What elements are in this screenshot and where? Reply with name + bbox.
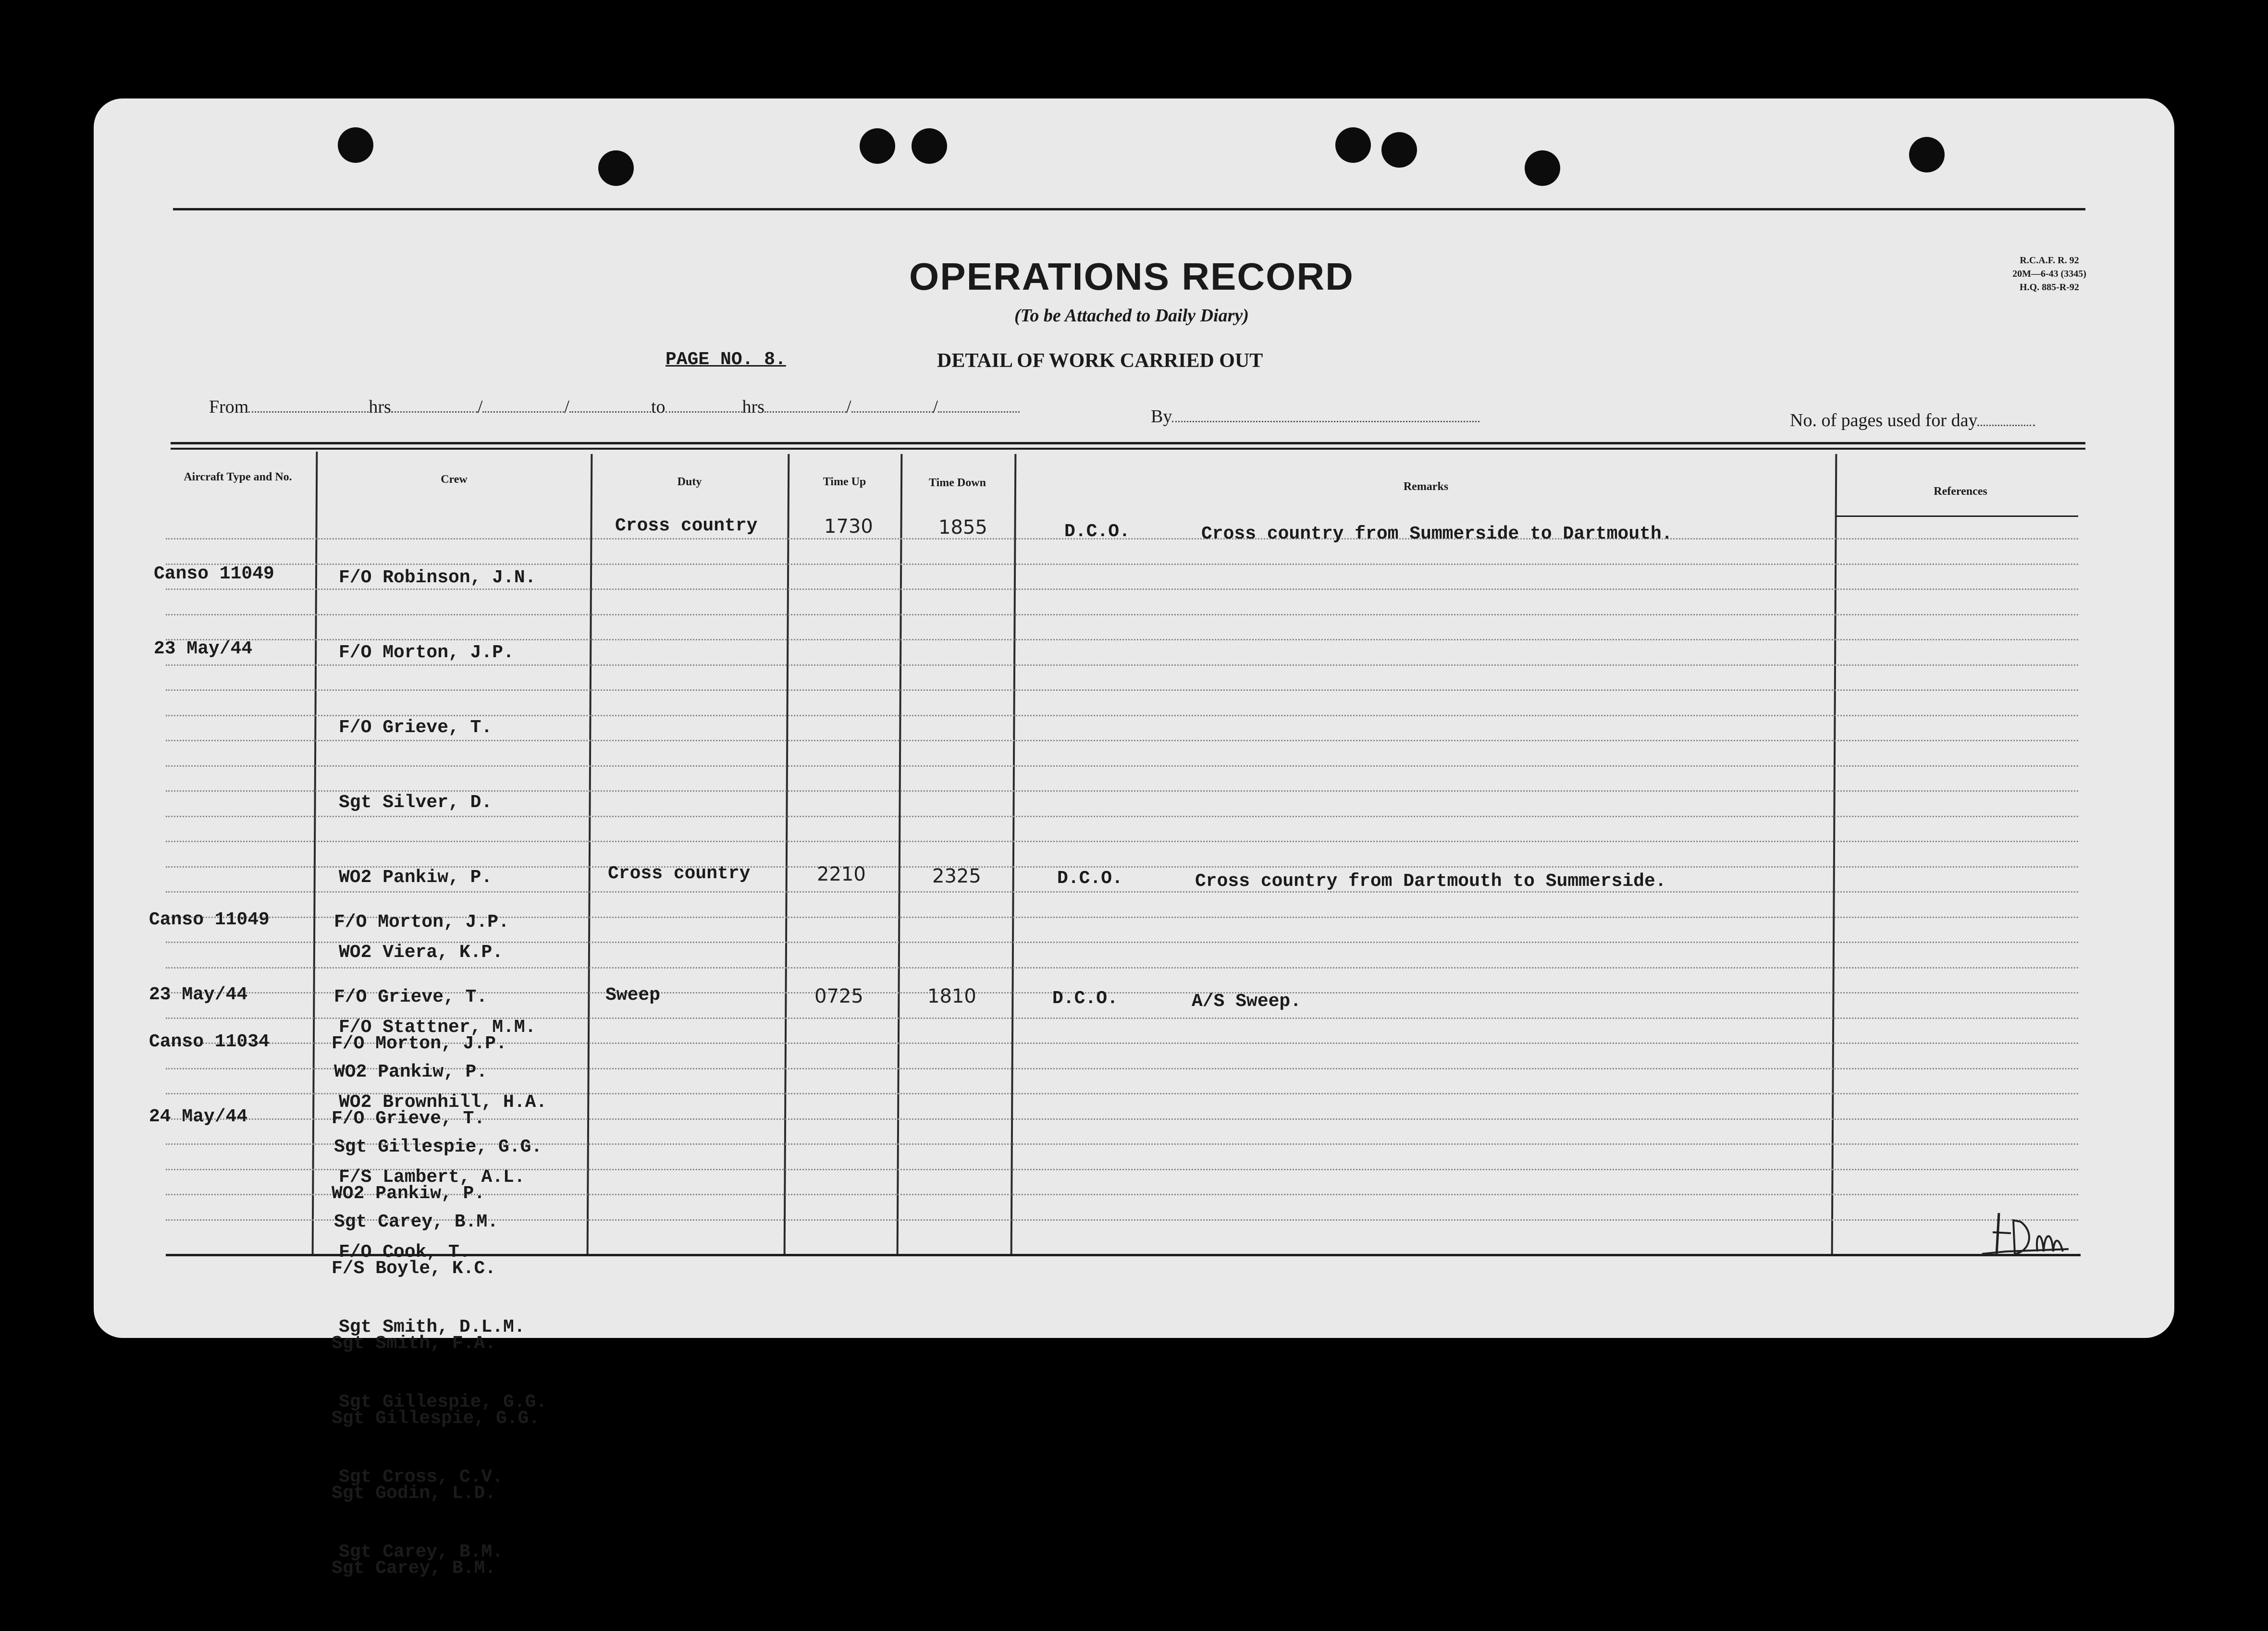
punch-hole — [1335, 127, 1371, 163]
remarks-cell: A/S Sweep. — [1192, 991, 1302, 1012]
duty-cell: Cross country — [608, 863, 751, 884]
punch-hole — [598, 150, 634, 186]
column-header-crew: Crew — [441, 473, 468, 486]
crew-member: Sgt Smith, D.L.M. — [339, 1317, 525, 1337]
punch-hole — [860, 128, 895, 164]
aircraft-cell — [154, 512, 274, 711]
by-line — [1151, 406, 1479, 427]
slash: / — [564, 397, 569, 417]
column-divider — [784, 454, 790, 1254]
page-number: PAGE NO. 8. — [666, 349, 786, 370]
crew-member: F/O Morton, J.P. — [334, 912, 509, 932]
aircraft-cell — [149, 980, 270, 1179]
time-down-cell: 1810 — [927, 985, 976, 1007]
crew-member: Sgt Carey, B.M. — [332, 1558, 496, 1579]
column-divider — [312, 452, 318, 1254]
crew-member: F/O Cook, T. — [339, 1242, 470, 1263]
crew-member: WO2 Brownhill, H.A. — [339, 1092, 547, 1113]
time-up-cell: 2210 — [817, 863, 866, 885]
crew-member: Sgt Carey, B.M. — [334, 1212, 499, 1232]
flight-date: 23 May/44 — [154, 638, 253, 659]
table-top-rule-2 — [171, 448, 2085, 450]
crew-member: Sgt Gillespie, G.G. — [334, 1137, 542, 1157]
references-header-rule — [1836, 515, 2078, 517]
hrs-label-2: hrs — [742, 397, 764, 417]
slash: / — [477, 397, 483, 417]
code-cell: D.C.O. — [1052, 988, 1118, 1009]
crew-member: F/O Grieve, T. — [339, 717, 493, 738]
column-divider — [1831, 454, 1837, 1254]
record-form — [94, 98, 2174, 1579]
column-header-aircraft: Aircraft Type and No. — [184, 471, 292, 483]
flight-date: 23 May/44 — [149, 984, 248, 1005]
slash: / — [846, 397, 851, 417]
crew-list — [332, 981, 540, 1631]
page-title: OPERATIONS RECORD — [909, 255, 1354, 298]
crew-member: F/S Boyle, K.C. — [332, 1258, 496, 1279]
column-header-remarks: Remarks — [1403, 480, 1449, 493]
remarks-cell: Cross country from Summerside to Dartmouth. — [1201, 524, 1673, 544]
column-divider — [1011, 454, 1017, 1254]
duty-cell: Cross country — [615, 515, 758, 536]
crew-member: Sgt Smith, F.A. — [332, 1333, 496, 1354]
slash: / — [933, 397, 938, 417]
aircraft-id: Canso 11049 — [154, 564, 274, 584]
crew-member: Sgt Gillespie, G.G. — [332, 1408, 540, 1429]
time-up-cell: 1730 — [824, 515, 873, 538]
form-code-line: R.C.A.F. R. 92 — [2020, 255, 2079, 266]
crew-member: Sgt Silver, D. — [339, 792, 493, 813]
hrs-label: hrs — [369, 397, 391, 417]
top-rule — [173, 208, 2085, 210]
crew-member: WO2 Pankiw, P. — [339, 867, 493, 888]
column-header-duty: Duty — [677, 476, 702, 488]
from-label: From — [209, 397, 249, 417]
pages-used-label: No. of pages used for day — [1790, 410, 1978, 430]
code-cell: D.C.O. — [1064, 521, 1130, 542]
punch-hole — [912, 128, 947, 164]
form-code-line: 20M—6-43 (3345) — [2012, 269, 2086, 279]
form-code-line: H.Q. 885-R-92 — [2020, 282, 2079, 293]
aircraft-id: Canso 11049 — [149, 909, 270, 930]
crew-member: WO2 Pankiw, P. — [334, 1062, 488, 1082]
crew-member: WO2 Viera, K.P. — [339, 942, 504, 963]
column-divider — [897, 454, 903, 1254]
column-divider — [587, 454, 593, 1254]
by-label: By — [1151, 406, 1172, 427]
crew-member: F/O Morton, J.P. — [332, 1033, 507, 1054]
from-to-line — [209, 396, 1020, 417]
crew-member: F/O Robinson, J.N. — [339, 567, 536, 588]
duty-cell: Sweep — [605, 985, 661, 1006]
signature — [1977, 1203, 2073, 1261]
crew-member: Sgt Carey, B.M. — [339, 1542, 504, 1562]
remarks-cell: Cross country from Dartmouth to Summerside. — [1195, 871, 1666, 892]
crew-member: F/O Grieve, T. — [334, 987, 488, 1007]
time-up-cell: 0725 — [814, 985, 863, 1007]
table-top-rule — [171, 442, 2085, 444]
punch-hole — [1909, 137, 1945, 172]
page-subtitle: (To be Attached to Daily Diary) — [1014, 306, 1249, 326]
punch-hole — [1381, 132, 1417, 168]
crew-member: WO2 Pankiw, P. — [332, 1183, 485, 1204]
crew-member: F/O Morton, J.P. — [339, 642, 514, 663]
column-header-references: References — [1934, 485, 1987, 498]
pages-used-line — [1790, 410, 2035, 431]
aircraft-id: Canso 11034 — [149, 1031, 270, 1052]
time-down-cell: 1855 — [938, 516, 987, 539]
code-cell: D.C.O. — [1057, 868, 1123, 889]
punch-hole — [1525, 150, 1560, 186]
crew-member: F/S Lambert, A.L. — [339, 1167, 525, 1188]
column-header-time-down: Time Down — [929, 477, 986, 489]
to-label: to — [651, 397, 666, 417]
crew-member: Sgt Gillespie, G.G. — [339, 1392, 547, 1412]
punch-hole — [338, 127, 373, 163]
flight-date: 24 May/44 — [149, 1106, 248, 1127]
crew-member: Sgt Cross, C.V. — [339, 1467, 504, 1487]
detail-heading: DETAIL OF WORK CARRIED OUT — [937, 350, 1263, 372]
crew-member: F/O Grieve, T. — [332, 1108, 485, 1129]
column-header-time-up: Time Up — [823, 476, 866, 488]
crew-member: Sgt Godin, L.D. — [332, 1483, 496, 1504]
signature-mark — [1977, 1203, 2073, 1261]
form-code — [1977, 254, 2121, 294]
crew-member: F/O Stattner, M.M. — [339, 1017, 536, 1038]
time-down-cell: 2325 — [932, 865, 981, 887]
